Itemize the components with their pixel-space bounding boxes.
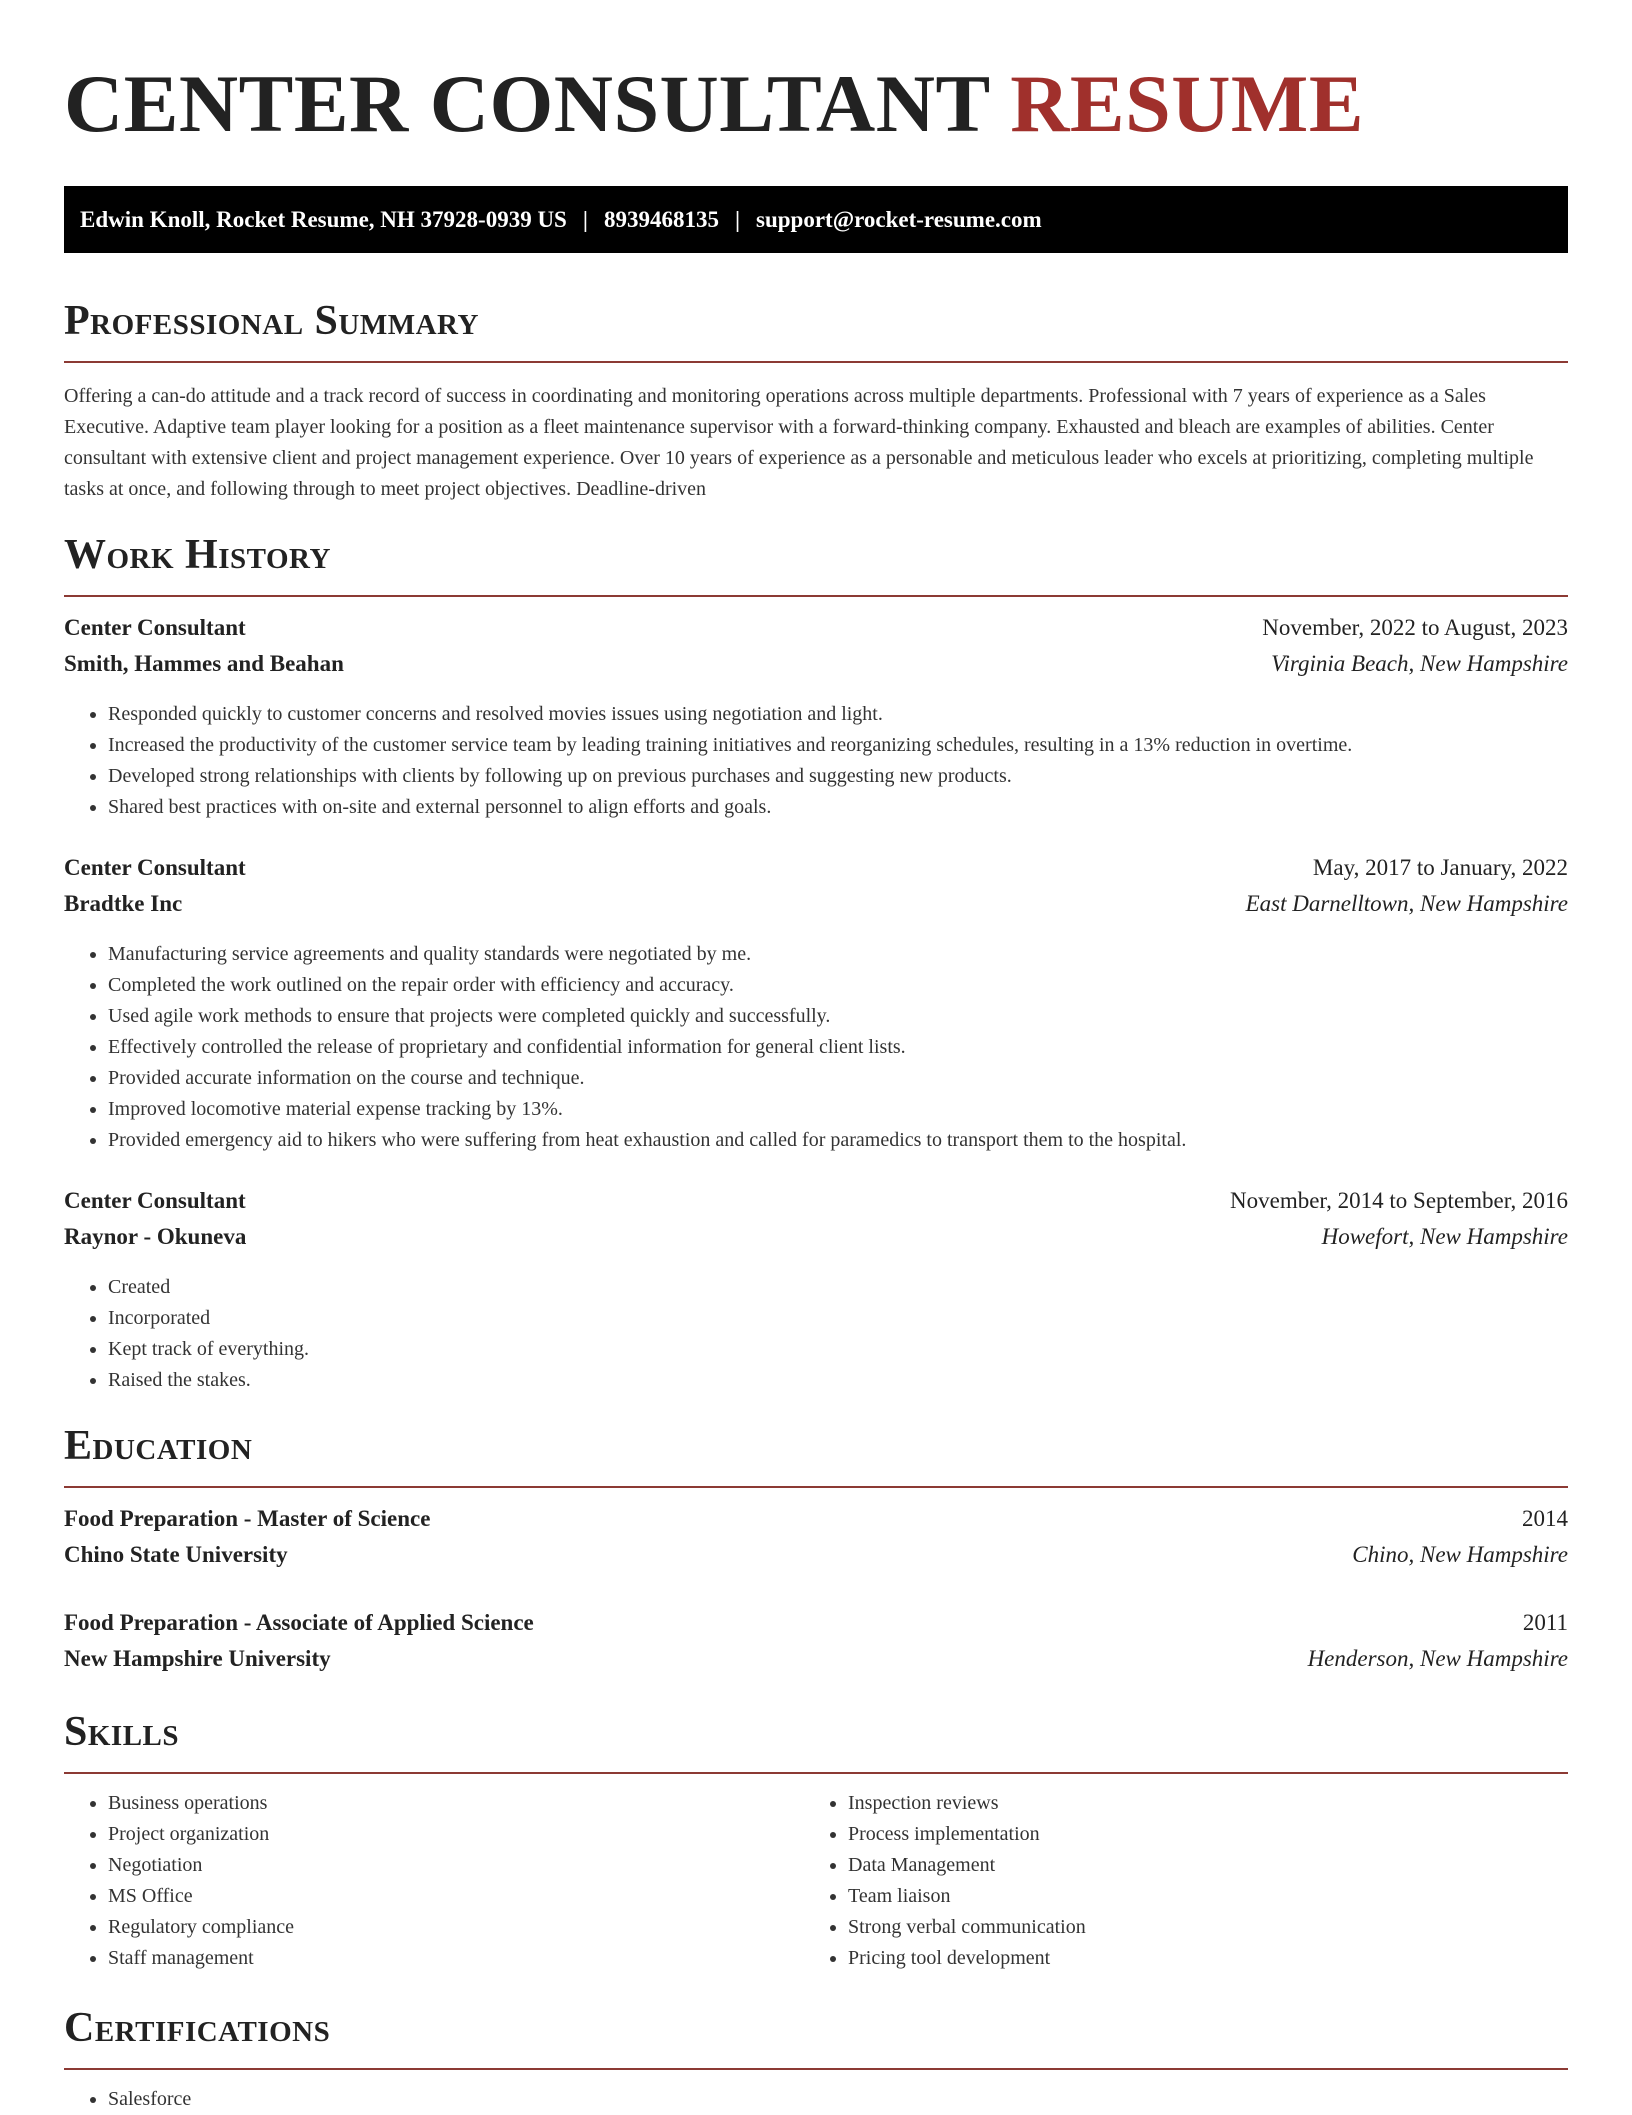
education-entry xyxy=(64,1506,1568,1578)
job-bullet: • Developed strong relationships with clients by following up on previous purchases and suggesting new products. xyxy=(108,761,1568,792)
skill-item: • Inspection reviews xyxy=(848,1788,1568,1819)
education-location: Henderson, New Hampshire xyxy=(1307,1646,1568,1671)
job-bullet: • Provided emergency aid to hikers who were suffering from heat exhaustion and called for paramedics to transport them to the hospital. xyxy=(108,1125,1568,1156)
section-divider xyxy=(64,1772,1568,1774)
work-history-section xyxy=(64,531,1568,1396)
section-divider xyxy=(64,595,1568,597)
skills-column-right xyxy=(804,1788,1568,1974)
certification-item: • Salesforce xyxy=(108,2084,1568,2115)
work-history-heading: Work History xyxy=(64,532,331,578)
education-school: Chino State University xyxy=(64,1542,288,1567)
job-location: Virginia Beach, New Hampshire xyxy=(1271,651,1568,676)
certifications-list xyxy=(64,2084,1568,2115)
job-company: Smith, Hammes and Beahan xyxy=(64,651,344,676)
job-title: Center Consultant xyxy=(64,615,246,640)
skill-item: • Regulatory compliance xyxy=(108,1912,804,1943)
education-heading: Education xyxy=(64,1423,253,1469)
certifications-section xyxy=(64,2004,1568,2115)
education-year: 2011 xyxy=(1522,1610,1568,1635)
job-bullets xyxy=(64,939,1568,1156)
skills-heading: Skills xyxy=(64,1709,180,1755)
skill-item: • Process implementation xyxy=(848,1819,1568,1850)
job-bullet: • Kept track of everything. xyxy=(108,1334,1568,1365)
education-school: New Hampshire University xyxy=(64,1646,331,1671)
skills-column-left xyxy=(64,1788,804,1974)
skill-item: • Strong verbal communication xyxy=(848,1912,1568,1943)
education-degree: Food Preparation - Associate of Applied Science xyxy=(64,1610,534,1635)
job-bullet: • Incorporated xyxy=(108,1303,1568,1334)
job-company: Raynor - Okuneva xyxy=(64,1224,247,1249)
skill-item: • Business operations xyxy=(108,1788,804,1819)
resume-title xyxy=(64,56,1568,152)
contact-separator: | xyxy=(582,206,588,232)
summary-section xyxy=(64,297,1568,505)
education-degree: Food Preparation - Master of Science xyxy=(64,1506,431,1531)
job-bullet: • Responded quickly to customer concerns and resolved movies issues using negotiation and light. xyxy=(108,699,1568,730)
title-accent: RESUME xyxy=(1010,58,1365,149)
job-bullet: • Raised the stakes. xyxy=(108,1365,1568,1396)
job-bullet: • Created xyxy=(108,1272,1568,1303)
contact-phone: 8939468135 xyxy=(603,206,719,232)
job-entry xyxy=(64,855,1568,1156)
job-bullet: • Manufacturing service agreements and quality standards were negotiated by me. xyxy=(108,939,1568,970)
job-bullets xyxy=(64,699,1568,823)
skill-item: • Project organization xyxy=(108,1819,804,1850)
summary-text: Offering a can-do attitude and a track record of success in coordinating and monitoring operations across multiple departments. Professional with 7 years of experience as a Sales Executive. Adaptive team player looking for a position as a fleet maintenance supervisor with a forward-thinking company. Exhausted and bleach are examples of abilities. Center consultant with extensive client and project management experience. Over 10 years of experience as a personable and meticulous leader who excels at prioritizing, completing multiple tasks at once, and following through to meet project objectives. Deadline-driven xyxy=(64,385,1534,500)
title-main: CENTER CONSULTANT xyxy=(64,58,990,149)
job-bullet: • Provided accurate information on the course and technique. xyxy=(108,1063,1568,1094)
job-company: Bradtke Inc xyxy=(64,891,183,916)
contact-name-address: Edwin Knoll, Rocket Resume, NH 37928-0939 US xyxy=(80,206,567,232)
summary-heading: Professional Summary xyxy=(64,298,479,344)
job-bullet: • Increased the productivity of the customer service team by leading training initiatives and reorganizing schedules, resulting in a 13% reduction in overtime. xyxy=(108,730,1568,761)
job-dates: May, 2017 to January, 2022 xyxy=(1312,855,1568,880)
job-location: East Darnelltown, New Hampshire xyxy=(1245,891,1568,916)
job-location: Howefort, New Hampshire xyxy=(1321,1224,1568,1249)
skills-columns xyxy=(64,1788,1568,1974)
job-dates: November, 2014 to September, 2016 xyxy=(1230,1188,1568,1213)
skill-item: • Pricing tool development xyxy=(848,1943,1568,1974)
section-divider xyxy=(64,2068,1568,2070)
job-title: Center Consultant xyxy=(64,855,246,880)
skill-item: • Data Management xyxy=(848,1850,1568,1881)
job-bullet: • Completed the work outlined on the repair order with efficiency and accuracy. xyxy=(108,970,1568,1001)
job-entry xyxy=(64,1188,1568,1396)
education-location: Chino, New Hampshire xyxy=(1352,1542,1568,1567)
skill-item: • MS Office xyxy=(108,1881,804,1912)
section-divider xyxy=(64,1486,1568,1488)
job-title: Center Consultant xyxy=(64,1188,246,1213)
job-bullets xyxy=(64,1272,1568,1396)
job-bullet: • Shared best practices with on-site and external personnel to align efforts and goals. xyxy=(108,792,1568,823)
skill-item: • Negotiation xyxy=(108,1850,804,1881)
certifications-heading: Certifications xyxy=(64,2005,331,2051)
job-bullet: • Used agile work methods to ensure that projects were completed quickly and successfully. xyxy=(108,1001,1568,1032)
job-entry xyxy=(64,615,1568,823)
skill-item: • Team liaison xyxy=(848,1881,1568,1912)
education-section xyxy=(64,1422,1568,1682)
contact-separator: | xyxy=(734,206,741,232)
education-year: 2014 xyxy=(1522,1506,1568,1531)
job-dates: November, 2022 to August, 2023 xyxy=(1262,615,1568,640)
skills-section xyxy=(64,1708,1568,1974)
contact-email: support@rocket-resume.com xyxy=(756,206,1042,232)
section-divider xyxy=(64,361,1568,363)
job-bullet: • Effectively controlled the release of proprietary and confidential information for general client lists. xyxy=(108,1032,1568,1063)
contact-bar xyxy=(64,186,1568,253)
skill-item: • Staff management xyxy=(108,1943,804,1974)
job-bullet: • Improved locomotive material expense tracking by 13%. xyxy=(108,1094,1568,1125)
education-entry xyxy=(64,1610,1568,1682)
